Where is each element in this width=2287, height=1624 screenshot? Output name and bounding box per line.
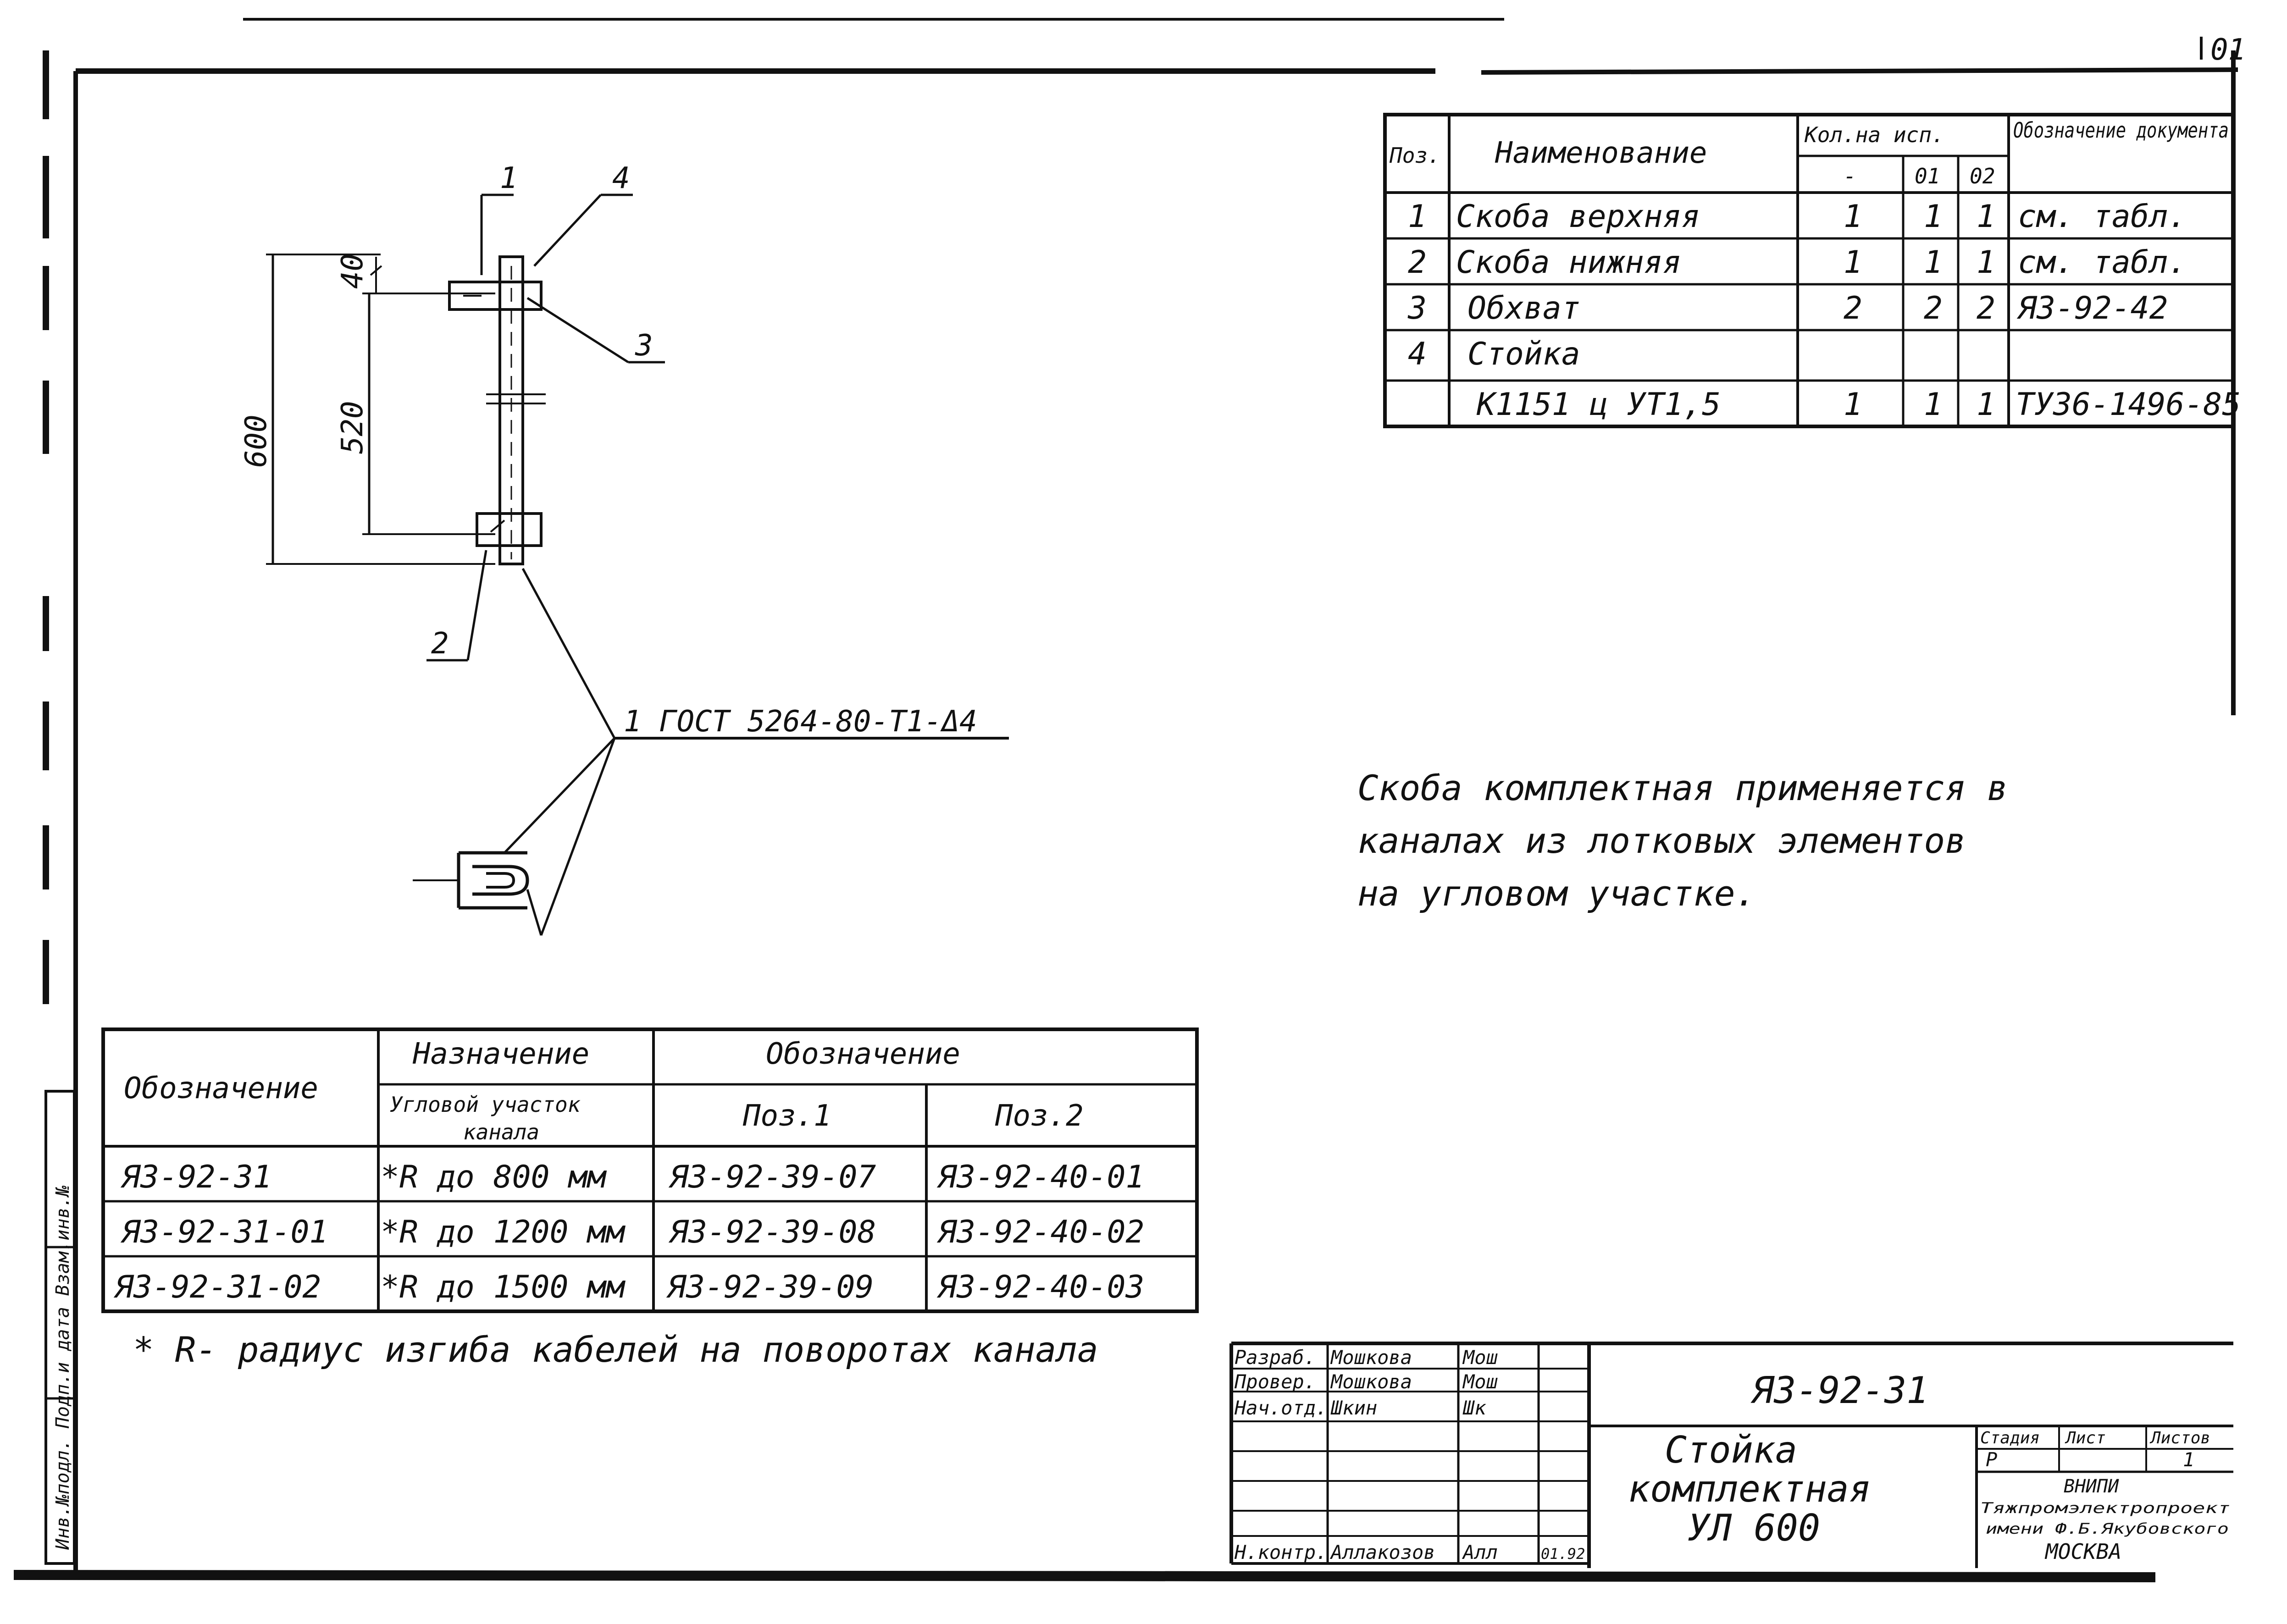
spec-row3-q1: 2 bbox=[1844, 290, 1862, 326]
spec-header-qty-a: - bbox=[1844, 164, 1856, 188]
tb-sheets-header: Листов bbox=[2151, 1429, 2211, 1447]
usage-header-pos2: Поз.2 bbox=[995, 1099, 1084, 1133]
tb-sign-2: Мош bbox=[1463, 1370, 1498, 1393]
tb-role-3: Нач.отд. bbox=[1235, 1397, 1328, 1419]
spec-header-doc: Обозначение документа bbox=[2013, 118, 2229, 143]
tb-control-name: Аллакозов bbox=[1331, 1541, 1435, 1563]
spec-row5-name: К1151 ц УТ1,5 bbox=[1477, 387, 1721, 423]
tb-org-1: ВНИПИ bbox=[2064, 1476, 2119, 1497]
tb-stage-header: Стадия bbox=[1980, 1429, 2040, 1447]
spec-header-name: Наименование bbox=[1495, 136, 1707, 170]
dimension-600: 600 bbox=[239, 414, 273, 468]
spec-row5-doc: ТУ36-1496-85 bbox=[2016, 387, 2241, 423]
weld-note: 1 ГОСТ 5264-80-Т1-Δ4 bbox=[624, 705, 977, 739]
note-line-1: Скоба комплектная применяется в bbox=[1357, 768, 2008, 808]
spec-row1-doc: см. табл. bbox=[2018, 199, 2187, 235]
usage-row2-purpose: *R до 1200 мм bbox=[381, 1214, 625, 1250]
tb-org-4: МОСКВА bbox=[2045, 1539, 2122, 1564]
tb-sign-1: Мош bbox=[1463, 1346, 1498, 1369]
usage-row1-designation: Я3-92-31 bbox=[122, 1159, 272, 1195]
side-stamp-text: Инв.№подл. Подп.и дата Взам.инв.№ bbox=[52, 1185, 73, 1550]
usage-header-pos1: Поз.1 bbox=[743, 1099, 831, 1133]
spec-row2-pos: 2 bbox=[1408, 244, 1427, 281]
usage-row2-pos1: Я3-92-39-08 bbox=[670, 1214, 876, 1250]
spec-row2-q1: 1 bbox=[1844, 244, 1862, 281]
spec-row4-pos: 4 bbox=[1408, 336, 1427, 372]
tb-designation: Я3-92-31 bbox=[1752, 1369, 1929, 1412]
spec-row3-q2: 2 bbox=[1924, 290, 1943, 326]
usage-header-designation: Обозначение bbox=[124, 1072, 318, 1105]
dimension-40: 40 bbox=[336, 253, 370, 289]
usage-row2-designation: Я3-92-31-01 bbox=[122, 1214, 328, 1250]
note-line-2: каналах из лотковых элементов bbox=[1357, 820, 1966, 861]
callout-3: 3 bbox=[635, 329, 653, 363]
spec-row1-q2: 1 bbox=[1924, 199, 1943, 235]
tb-role-1: Разраб. bbox=[1235, 1346, 1316, 1369]
spec-row5-q1: 1 bbox=[1844, 387, 1862, 423]
callout-4: 4 bbox=[612, 161, 630, 195]
spec-header-qty: Кол.на исп. bbox=[1805, 122, 1944, 147]
tb-title-3: УЛ 600 bbox=[1688, 1507, 1820, 1549]
tb-sheet-header: Лист bbox=[2066, 1429, 2106, 1447]
spec-row3-name: Обхват bbox=[1467, 290, 1580, 326]
spec-row2-doc: см. табл. bbox=[2018, 244, 2187, 281]
usage-row3-designation: Я3-92-31-02 bbox=[115, 1269, 321, 1305]
tb-org-3: имени Ф.Б.Якубовского bbox=[1986, 1520, 2229, 1537]
note-line-3: на угловом участке. bbox=[1357, 873, 1756, 914]
usage-header-purpose-sub-2: канала bbox=[463, 1120, 540, 1144]
usage-header-purpose: Назначение bbox=[413, 1037, 590, 1071]
spec-row5-q2: 1 bbox=[1924, 387, 1943, 423]
spec-row3-pos: 3 bbox=[1408, 290, 1427, 326]
tb-sign-3: Шк bbox=[1463, 1397, 1486, 1419]
tb-name-2: Мошкова bbox=[1331, 1370, 1412, 1393]
spec-row5-q3: 1 bbox=[1977, 387, 1995, 423]
usage-row3-pos2: Я3-92-40-03 bbox=[938, 1269, 1145, 1305]
spec-row1-name: Скоба верхняя bbox=[1456, 199, 1700, 235]
usage-row2-pos2: Я3-92-40-02 bbox=[938, 1214, 1145, 1250]
sheet-number: 01 bbox=[2210, 33, 2246, 67]
spec-row3-q3: 2 bbox=[1977, 290, 1995, 326]
spec-row3-doc: Я3-92-42 bbox=[2018, 290, 2168, 326]
usage-row1-pos1: Я3-92-39-07 bbox=[670, 1159, 876, 1195]
spec-header-qty-c: 02 bbox=[1970, 164, 1995, 188]
tb-title-1: Стойка bbox=[1665, 1429, 1797, 1471]
tb-title-2: комплектная bbox=[1628, 1468, 1871, 1510]
tb-role-2: Провер. bbox=[1235, 1370, 1316, 1393]
tb-sheets-value: 1 bbox=[2183, 1448, 2195, 1471]
callout-1: 1 bbox=[500, 161, 518, 195]
dimension-520: 520 bbox=[336, 401, 370, 454]
spec-row1-q1: 1 bbox=[1844, 199, 1862, 235]
tb-name-1: Мошкова bbox=[1331, 1346, 1412, 1369]
spec-row2-q2: 1 bbox=[1924, 244, 1943, 281]
tb-control-role: Н.контр. bbox=[1235, 1541, 1328, 1563]
spec-row1-pos: 1 bbox=[1408, 199, 1427, 235]
spec-row1-q3: 1 bbox=[1977, 199, 1995, 235]
usage-row3-pos1: Я3-92-39-09 bbox=[667, 1269, 874, 1305]
usage-row3-purpose: *R до 1500 мм bbox=[381, 1269, 625, 1305]
usage-row1-purpose: *R до 800 мм bbox=[381, 1159, 606, 1195]
spec-header-pos: Поз. bbox=[1390, 143, 1440, 168]
callout-2: 2 bbox=[431, 627, 449, 661]
tb-name-3: Шкин bbox=[1331, 1397, 1378, 1419]
tb-control-date: 01.92 bbox=[1541, 1545, 1585, 1563]
usage-row1-pos2: Я3-92-40-01 bbox=[938, 1159, 1145, 1195]
tb-org-2: Тяжпромэлектропроект bbox=[1980, 1499, 2230, 1517]
spec-row4-name: Стойка bbox=[1467, 336, 1580, 372]
spec-row2-name: Скоба нижняя bbox=[1456, 244, 1682, 281]
spec-row2-q3: 1 bbox=[1977, 244, 1995, 281]
usage-header-designation-2: Обозначение bbox=[766, 1037, 960, 1071]
assembly-drawing bbox=[266, 195, 1009, 935]
usage-header-purpose-sub-1: Угловой участок bbox=[390, 1092, 581, 1117]
tb-control-sign: Алл bbox=[1463, 1541, 1498, 1563]
footnote: * R- радиус изгиба кабелей на поворотах канала bbox=[133, 1329, 1098, 1370]
spec-header-qty-b: 01 bbox=[1915, 164, 1940, 188]
tb-stage-value: Р bbox=[1986, 1448, 1998, 1471]
